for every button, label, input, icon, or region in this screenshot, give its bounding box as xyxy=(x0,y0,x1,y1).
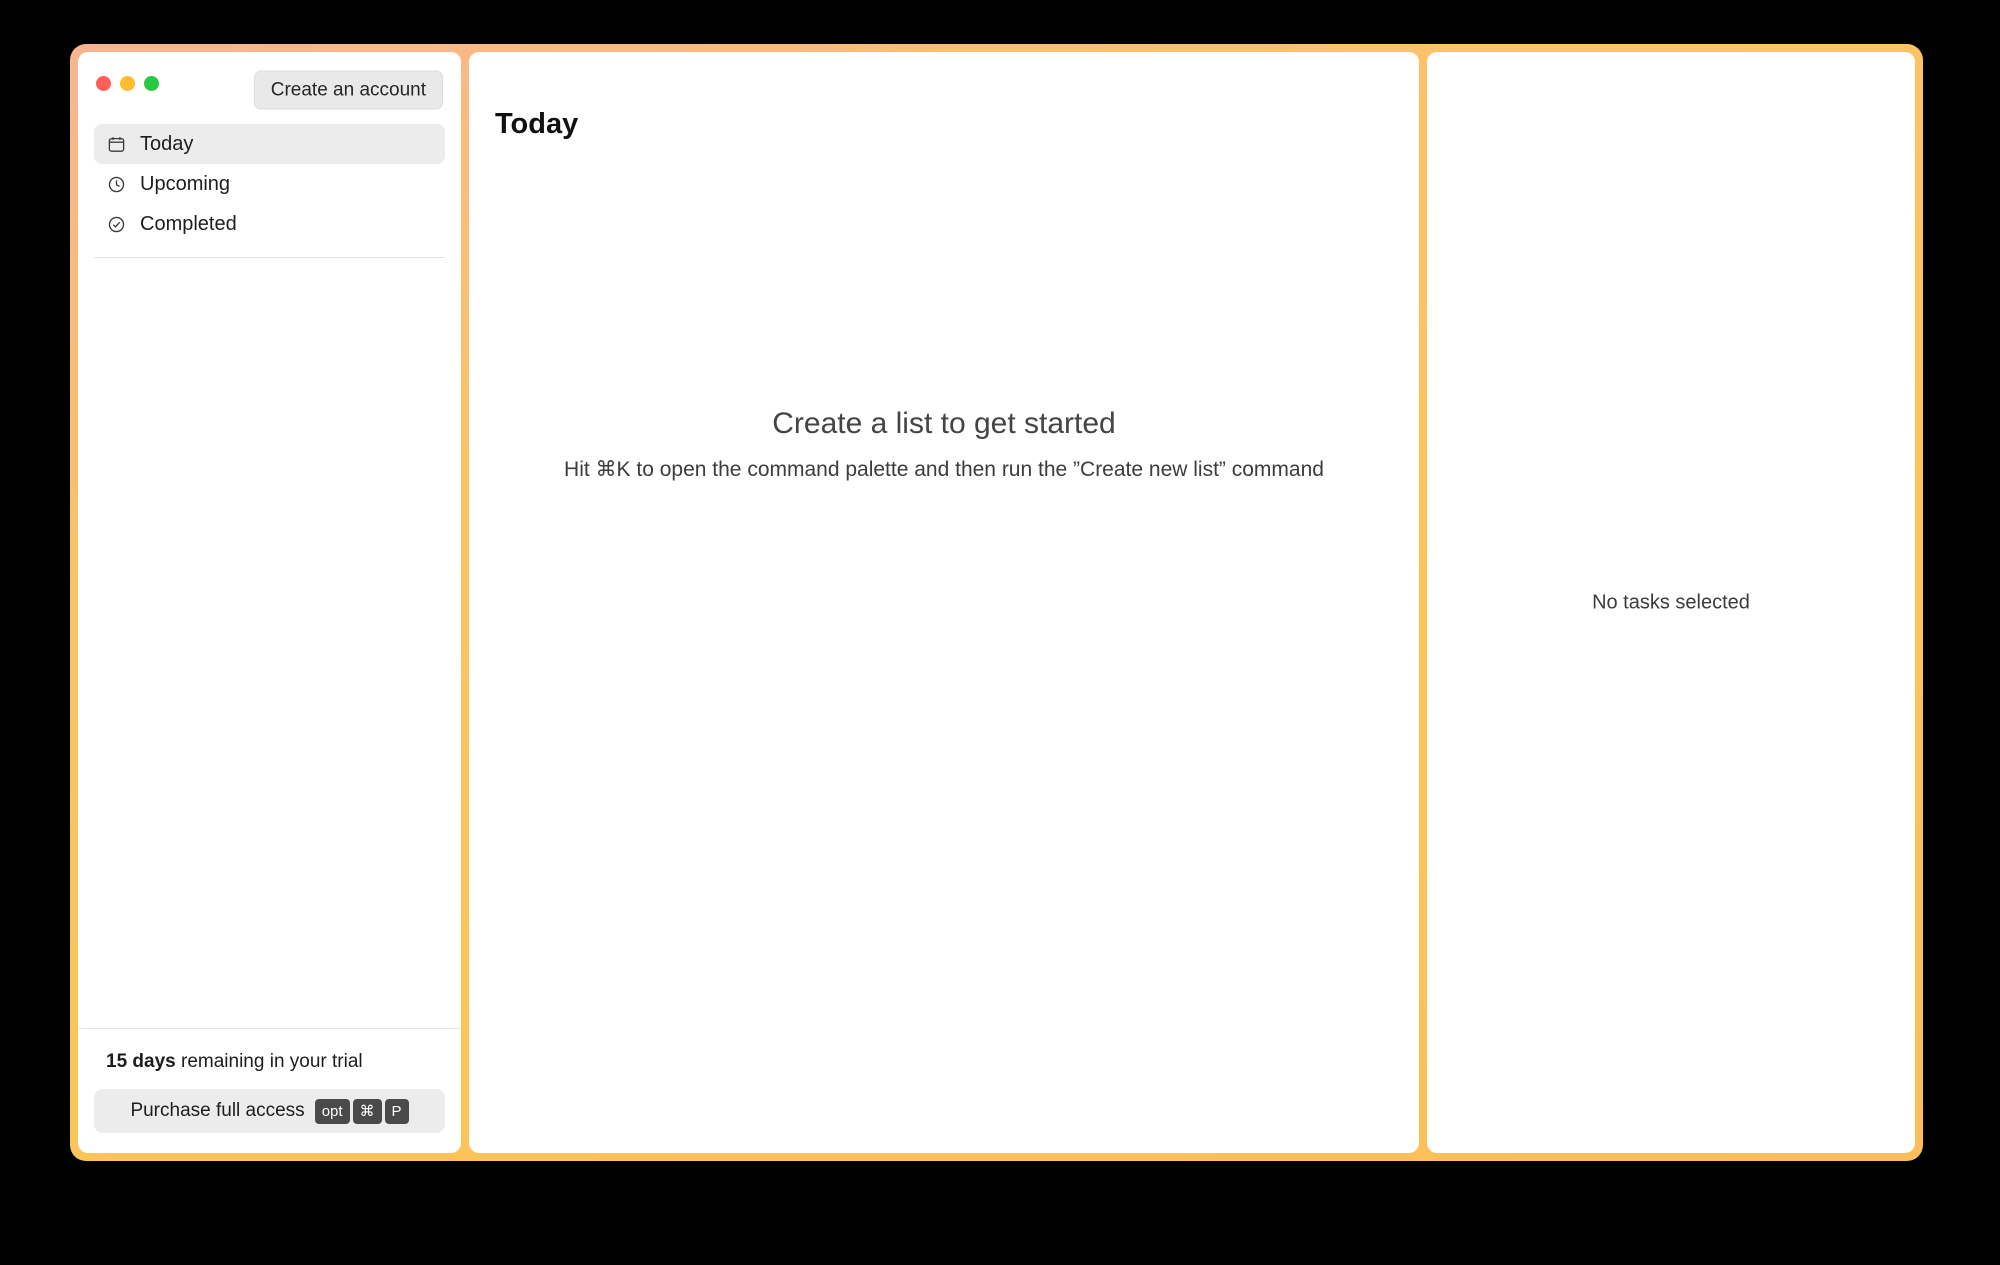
title-bar xyxy=(78,52,461,114)
detail-panel xyxy=(1427,52,1915,1153)
main-panel xyxy=(469,52,1419,1153)
detail-empty-text: No tasks selected xyxy=(1592,591,1750,613)
sidebar-item-today[interactable] xyxy=(94,124,445,164)
trial-days: 15 days xyxy=(106,1051,176,1072)
minimize-window-button[interactable] xyxy=(120,76,135,91)
create-account-button[interactable]: Create an account xyxy=(254,71,443,110)
sidebar-item-label: Completed xyxy=(140,212,237,235)
sidebar-nav xyxy=(78,114,461,244)
purchase-shortcut-keys xyxy=(315,1099,409,1124)
purchase-button-label: Purchase full access xyxy=(130,1100,305,1121)
empty-state-title: Create a list to get started xyxy=(772,407,1116,440)
maximize-window-button[interactable] xyxy=(144,76,159,91)
purchase-full-access-button[interactable] xyxy=(94,1089,445,1133)
sidebar xyxy=(78,52,461,1153)
trial-status-text xyxy=(94,1051,445,1073)
empty-state-subtitle: Hit ⌘K to open the command palette and then run the ”Create new list” command xyxy=(564,458,1324,481)
clock-icon xyxy=(106,174,127,195)
sidebar-item-label: Upcoming xyxy=(140,172,231,195)
calendar-icon xyxy=(106,134,127,155)
sidebar-item-completed[interactable] xyxy=(94,204,445,244)
sidebar-list-area xyxy=(78,258,461,1028)
empty-state xyxy=(469,407,1419,482)
traffic-lights xyxy=(96,76,159,91)
app-window xyxy=(70,44,1923,1161)
trial-section xyxy=(78,1028,461,1153)
trial-remaining-text: remaining in your trial xyxy=(175,1051,363,1072)
close-window-button[interactable] xyxy=(96,76,111,91)
page-title: Today xyxy=(495,108,579,140)
key-opt: opt xyxy=(315,1099,350,1124)
key-command: ⌘ xyxy=(353,1099,382,1124)
check-circle-icon xyxy=(106,214,127,235)
key-p: P xyxy=(385,1099,409,1124)
sidebar-item-upcoming[interactable] xyxy=(94,164,445,204)
sidebar-item-label: Today xyxy=(140,132,194,155)
